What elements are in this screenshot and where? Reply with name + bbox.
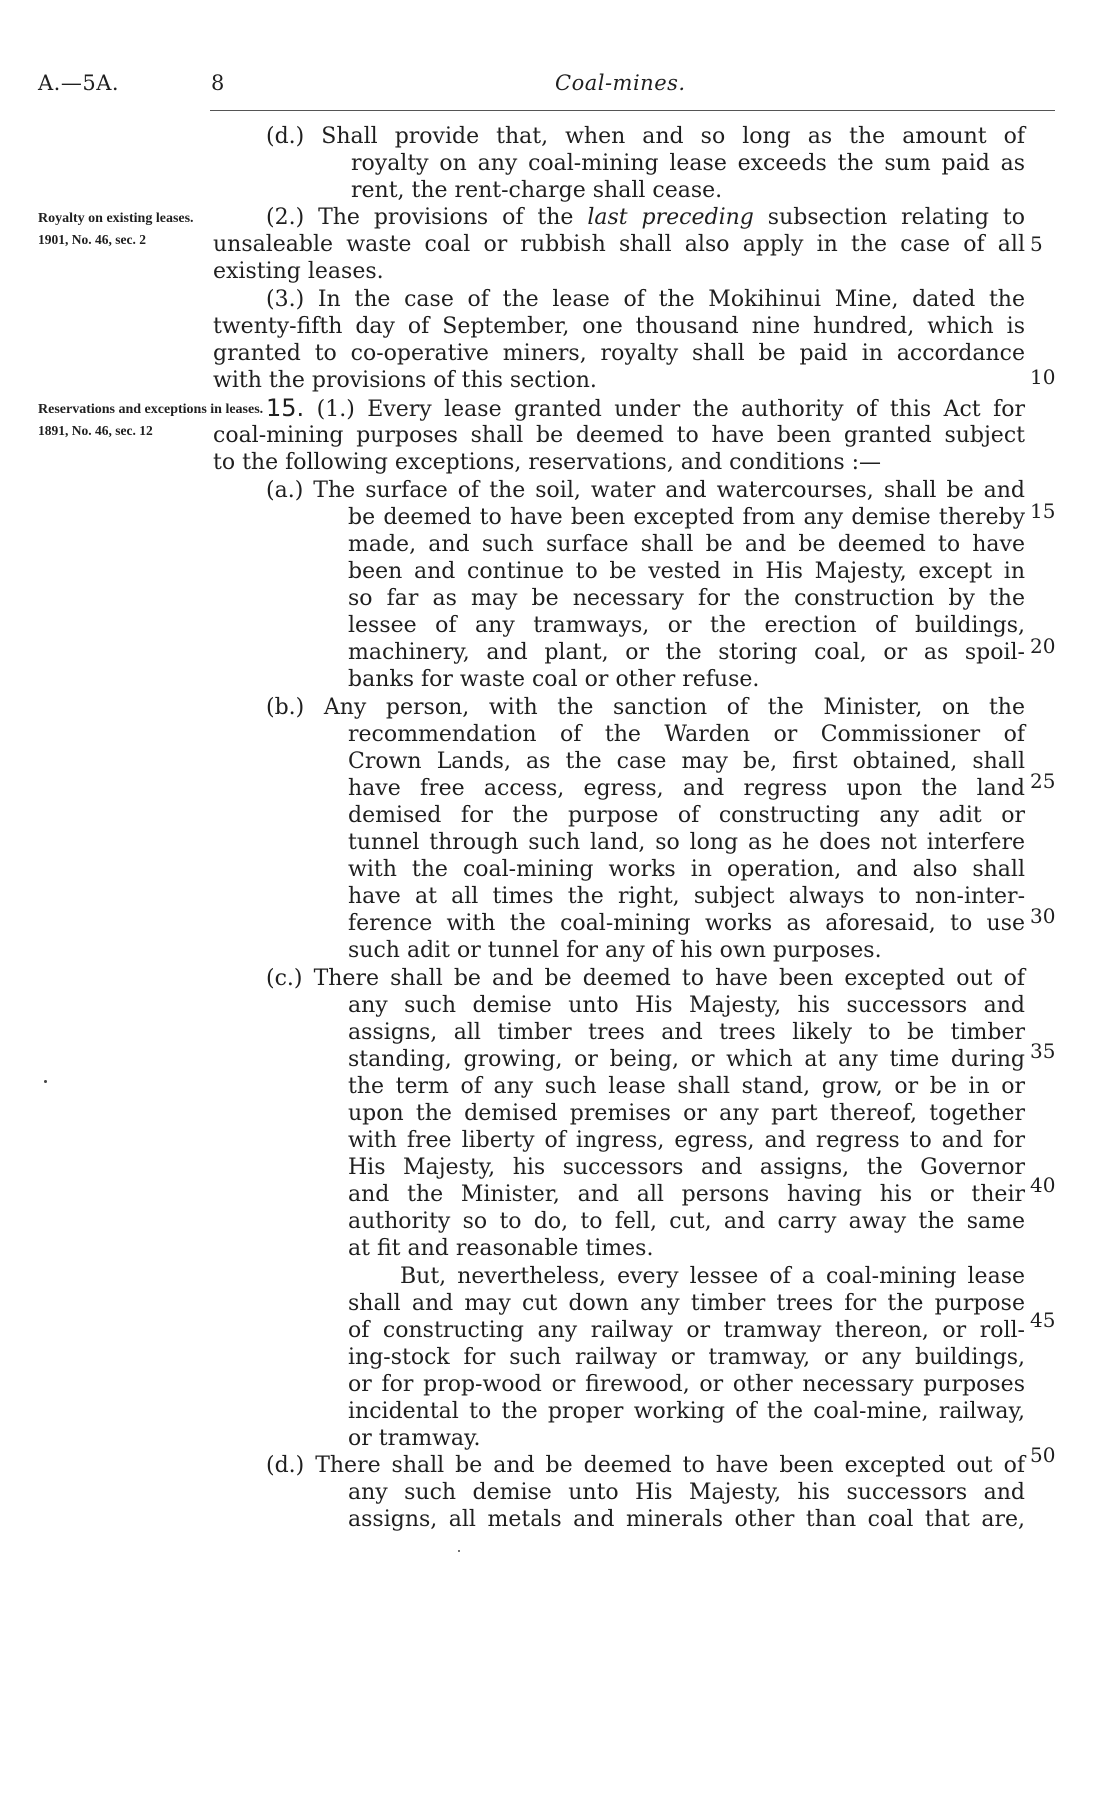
margin-note-title: Reservations and exceptions in leases. — [38, 402, 264, 417]
text-line — [266, 395, 1025, 423]
text-line: assigns, all metals and minerals other than coal that are, — [348, 1507, 1025, 1532]
text-line: lessee of any tramways, or the erection of buildings, — [348, 613, 1025, 638]
text-line: coal-mining purposes shall be deemed to have been granted subject — [213, 423, 1025, 448]
text-line: twenty-fifth day of September, one thousand nine hundred, which is — [213, 314, 1025, 339]
text-line: with free liberty of ingress, egress, and regress to and for — [348, 1128, 1025, 1153]
margin-note-title: Royalty on existing leases. — [38, 211, 194, 226]
text-line: machinery, and plant, or the storing coal, or as spoil- — [348, 640, 1025, 665]
line-number: 10 — [1030, 365, 1056, 389]
line-number: 50 — [1030, 1443, 1056, 1467]
text-line: upon the demised premises or any part thereof, together — [348, 1101, 1025, 1126]
page-number: 8 — [211, 71, 225, 95]
text-line: (d.) There shall be and be deemed to have been excepted out of — [266, 1453, 1025, 1478]
text-line: assigns, all timber trees and trees likely to be timber — [348, 1020, 1025, 1045]
text-line: any such demise unto His Majesty, his successors and — [348, 1480, 1025, 1505]
text-line: (a.) The surface of the soil, water and watercourses, shall be and — [266, 478, 1025, 503]
text-line: ference with the coal-mining works as aforesaid, to use — [348, 911, 1025, 936]
text-line: the term of any such lease shall stand, grow, or be in or — [348, 1074, 1025, 1099]
text-line: rent, the rent-charge shall cease. — [351, 178, 723, 203]
text-line: have free access, egress, and regress upon the land — [348, 776, 1025, 801]
text-line: unsaleable waste coal or rubbish shall also apply in the case of all — [213, 232, 1025, 257]
text-line: (c.) There shall be and be deemed to have been excepted out of — [266, 966, 1025, 991]
text-line: existing leases. — [213, 259, 384, 284]
text-line: His Majesty, his successors and assigns, the Governor — [348, 1155, 1025, 1180]
text-span: subsection relating to — [753, 205, 1025, 230]
text-line: authority so to do, to fell, cut, and carry away the same — [348, 1209, 1025, 1234]
text-line: shall and may cut down any timber trees for the purpose — [348, 1291, 1025, 1316]
line-number: 45 — [1030, 1308, 1056, 1332]
text-line: of constructing any railway or tramway thereon, or roll- — [348, 1318, 1025, 1343]
line-number: 30 — [1030, 904, 1056, 928]
margin-note-reservations — [38, 401, 264, 440]
text-line: made, and such surface shall be and be deemed to have — [348, 532, 1025, 557]
text-line: any such demise unto His Majesty, his successors and — [348, 993, 1025, 1018]
text-line: standing, growing, or being, or which at any time during — [348, 1047, 1025, 1072]
text-line: to the following exceptions, reservations, and conditions :— — [213, 450, 882, 475]
text-line: have at all times the right, subject always to non-inter- — [348, 884, 1025, 909]
text-line: been and continue to be vested in His Majesty, except in — [348, 559, 1025, 584]
text-line: with the provisions of this section. — [213, 368, 597, 393]
scan-speck — [44, 1080, 47, 1083]
text-line: so far as may be necessary for the construction by the — [348, 586, 1025, 611]
section-number: 15. — [266, 394, 305, 422]
line-number: 20 — [1030, 634, 1056, 658]
text-line: incidental to the proper working of the coal-mine, railway, — [348, 1399, 1025, 1424]
line-number: 5 — [1030, 232, 1043, 256]
running-title: Coal-mines. — [555, 71, 686, 95]
line-number: 35 — [1030, 1039, 1056, 1063]
text-line: (3.) In the case of the lease of the Mokihinui Mine, dated the — [266, 287, 1025, 312]
text-line: or tramway. — [348, 1426, 481, 1451]
text-line: ing-stock for such railway or tramway, or any buildings, — [348, 1345, 1025, 1370]
text-line: at fit and reasonable times. — [348, 1236, 654, 1261]
text-line: and the Minister, and all persons having his or their — [348, 1182, 1025, 1207]
document-reference: A.—5A. — [38, 71, 120, 95]
text-line: (b.) Any person, with the sanction of the Minister, on the — [266, 695, 1025, 720]
text-line — [266, 204, 1025, 231]
text-line: or for prop-wood or firewood, or other necessary purposes — [348, 1372, 1025, 1397]
line-number: 40 — [1030, 1173, 1056, 1197]
header-rule — [210, 110, 1055, 111]
text-line: granted to co-operative miners, royalty shall be paid in accordance — [213, 341, 1025, 366]
line-number: 15 — [1030, 499, 1056, 523]
text-line: demised for the purpose of constructing any adit or — [348, 803, 1025, 828]
text-line: such adit or tunnel for any of his own purposes. — [348, 938, 882, 963]
text-line: (d.) Shall provide that, when and so long as the amount of — [266, 124, 1025, 149]
text-line: But, nevertheless, every lessee of a coal-mining lease — [400, 1264, 1025, 1289]
margin-note-citation: 1891, No. 46, sec. 12 — [38, 423, 153, 438]
scan-speck — [458, 1550, 460, 1552]
line-number: 25 — [1030, 769, 1056, 793]
text-line: recommendation of the Warden or Commissioner of — [348, 722, 1025, 747]
margin-note-citation: 1901, No. 46, sec. 2 — [38, 232, 146, 247]
text-line: royalty on any coal-mining lease exceeds the sum paid as — [351, 151, 1025, 176]
margin-note-royalty — [38, 210, 213, 249]
text-span: (2.) The provisions of the — [266, 205, 588, 230]
italic-phrase: last preceding — [587, 205, 754, 230]
text-line: be deemed to have been excepted from any demise thereby — [348, 505, 1025, 530]
text-line: with the coal-mining works in operation, and also shall — [348, 857, 1025, 882]
text-line: tunnel through such land, so long as he does not interfere — [348, 830, 1025, 855]
text-span: (1.) Every lease granted under the authority of this Act for — [304, 397, 1025, 422]
text-line: Crown Lands, as the case may be, first obtained, shall — [348, 749, 1025, 774]
text-line: banks for waste coal or other refuse. — [348, 667, 760, 692]
